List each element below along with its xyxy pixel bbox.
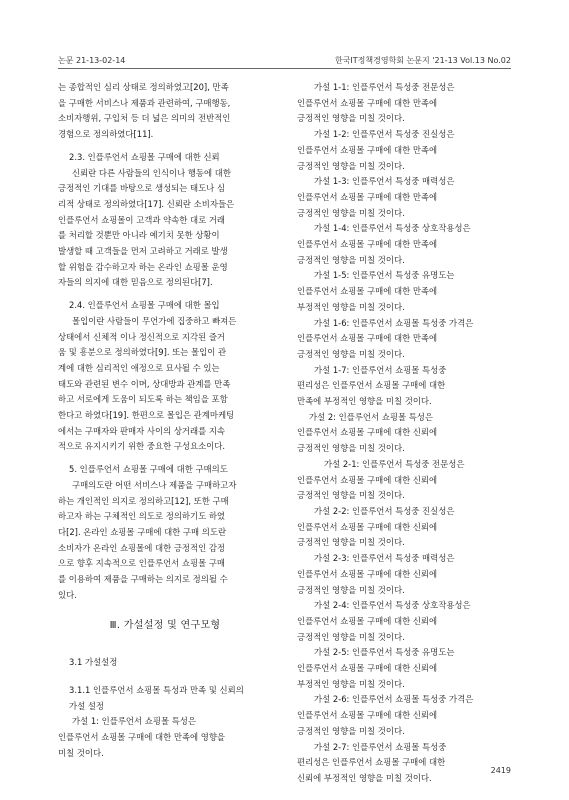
text-line: 긍정적인 영향을 미칠 것이다. bbox=[297, 443, 405, 454]
text-line: 다[2]. 온라인 쇼핑몰 구매에 대한 구매 의도란 bbox=[58, 526, 227, 537]
hypothesis-2-2 bbox=[297, 504, 511, 551]
hypothesis-title: 가설 1-7: 인플루언서 쇼핑몰 특성중 bbox=[314, 364, 447, 375]
hypothesis-1-3 bbox=[297, 174, 511, 221]
hypothesis-1-1 bbox=[297, 80, 511, 127]
right-column bbox=[297, 80, 511, 787]
text-line: 으로 향후 지속적으로 인플루언서 쇼핑몰 구매 bbox=[58, 558, 226, 569]
text-line: 인플루언서 쇼핑몰 구매에 대한 신뢰에 bbox=[297, 710, 438, 721]
text-line: 한다고 하였다[19]. 한편으로 몰입은 관계마케팅 bbox=[58, 410, 235, 421]
text-line: 하고자 하는 구체적인 의도로 정의하기도 하였 bbox=[58, 511, 226, 522]
hypothesis-2-1 bbox=[297, 457, 511, 504]
hypothesis-title: 가설 2-4: 인플루언서 특성중 상호작용성은 bbox=[314, 600, 471, 611]
section-heading-5: 5. 인플루언서 쇼핑몰 구매에 대한 구매의도 bbox=[69, 464, 228, 475]
text-line: 미칠 것이다. bbox=[58, 747, 104, 758]
text-line: 하고 서로에게 도움이 되도록 하는 책임을 포함 bbox=[58, 394, 228, 405]
hypothesis-1-5 bbox=[297, 268, 511, 315]
text-line: 몰입이란 사람들이 무언가에 집중하고 빠져든 bbox=[72, 315, 237, 326]
text-line: 인플루언서 쇼핑몰 구매에 대한 만족에 bbox=[297, 191, 438, 202]
section-heading-2-4: 2.4. 인플루언서 쇼핑몰 구매에 대한 몰입 bbox=[69, 300, 220, 311]
text-line: 소비자행위, 구입처 등 더 넓은 의미의 전반적인 bbox=[58, 113, 231, 124]
text-line: 리적 상태로 정의하였다[17]. 신뢰란 소비자들은 bbox=[58, 198, 235, 209]
text-line: 3.1.1 인플루언서 쇼핑몰 특성과 만족 및 신뢰의 bbox=[69, 684, 244, 695]
page-number: 2419 bbox=[490, 766, 511, 775]
text-line: 편리성은 인플루언서 쇼핑몰 구매에 대한 bbox=[297, 757, 446, 768]
text-line: 인플루언서 쇼핑몰 구매에 대한 신뢰에 bbox=[297, 568, 438, 579]
text-line: 자들의 의지에 대한 믿음으로 정의된다[7]. bbox=[58, 277, 213, 288]
text-line: 긍정적인 영향을 미칠 것이다. bbox=[297, 207, 405, 218]
hypothesis-1-7 bbox=[297, 363, 511, 410]
text-line: 할 위험을 감수하고자 하는 온라인 쇼핑몰 운영 bbox=[58, 261, 228, 272]
text-line: 을 구매한 서비스나 제품과 관련하여, 구매행동, bbox=[58, 97, 231, 108]
hypothesis-1-2 bbox=[297, 127, 511, 174]
text-line: 인플루언서 쇼핑몰 구매에 대한 만족에 bbox=[297, 239, 438, 250]
paragraph-2-4 bbox=[58, 314, 272, 455]
section-heading-3-1: 3.1 가설설정 bbox=[69, 657, 118, 668]
text-line: 인플루언서 쇼핑몰 구매에 대한 신뢰에 bbox=[297, 615, 438, 626]
intro-paragraph bbox=[58, 80, 272, 143]
hypothesis-title: 가설 2-7: 인플루언서 쇼핑몰 특성중 bbox=[314, 741, 447, 752]
hypothesis-title: 가설 2-2: 인플루언서 특성중 진실성은 bbox=[314, 505, 455, 516]
text-line: 에서는 구매자와 판매자 사이의 상거래를 지속 bbox=[58, 425, 226, 436]
text-line: 소비자가 온라인 쇼핑몰에 대한 긍정적인 감정 bbox=[58, 542, 226, 553]
text-line: 인플루언서 쇼핑몰 구매에 대한 신뢰에 bbox=[297, 521, 438, 532]
text-line: 가설 1: 인플루언서 쇼핑몰 특성은 bbox=[72, 716, 196, 727]
text-line: 계에 대한 심리적인 애정으로 묘사될 수 있는 bbox=[58, 362, 220, 373]
text-line: 구매의도란 어떤 서비스나 제품을 구매하고자 bbox=[72, 479, 237, 490]
hypothesis-2-5 bbox=[297, 645, 511, 692]
text-line: 를 이용하여 제품을 구매하는 의지로 정의될 수 bbox=[58, 574, 228, 585]
text-line: 태도와 관련된 변수 이며, 상대방과 관계를 만족 bbox=[58, 378, 231, 389]
text-line: 인플루언서 쇼핑몰 구매에 대한 만족에 bbox=[297, 97, 438, 108]
text-line: 긍정적인 기대를 바탕으로 생성되는 태도나 심 bbox=[58, 183, 226, 194]
running-header-left: 논문 21-13-02-14 bbox=[58, 56, 126, 65]
text-line: 긍정적인 영향을 미칠 것이다. bbox=[297, 160, 405, 171]
text-line: 편리성은 인플루언서 쇼핑몰 구매에 대한 bbox=[297, 380, 446, 391]
text-line: 있다. bbox=[58, 589, 77, 600]
left-column bbox=[58, 80, 272, 761]
text-line: 인플루언서 쇼핑몰 구매에 대한 신뢰에 bbox=[297, 427, 438, 438]
text-line: 만족에 부정적인 영향을 미칠 것이다. bbox=[297, 396, 432, 407]
hypothesis-title: 가설 1-2: 인플루언서 특성중 진실성은 bbox=[314, 129, 455, 140]
text-line: 인플루언서 쇼핑몰 구매에 대한 만족에 bbox=[297, 286, 438, 297]
hypothesis-title: 가설 2: 인플루언서 쇼핑몰 특성은 bbox=[309, 411, 433, 422]
text-line: 부정적인 영향을 미칠 것이다. bbox=[297, 301, 405, 312]
text-line: 인플루언서 쇼핑몰 구매에 대한 만족에 bbox=[297, 333, 438, 344]
text-line: 는 종합적인 심리 상태로 정의하였고[20], 만족 bbox=[58, 82, 229, 92]
text-line: 긍정적인 영향을 미칠 것이다. bbox=[297, 631, 405, 642]
text-line: 적으로 유지시키기 위한 중요한 구성요소이다. bbox=[58, 441, 226, 452]
text-line: 상태에서 신체적 이나 정신적으로 지각된 즐거 bbox=[58, 331, 226, 342]
hypothesis-title: 가설 2-5: 인플루언서 특성중 유명도는 bbox=[314, 647, 455, 658]
text-line: 긍정적인 영향을 미칠 것이다. bbox=[297, 348, 405, 359]
hypothesis-title: 가설 1-4: 인플루언서 특성중 상호작용성은 bbox=[314, 223, 471, 234]
text-line: 긍정적인 영향을 미칠 것이다. bbox=[297, 254, 405, 265]
text-line: 인플루언서 쇼핑몰 구매에 대한 만족에 bbox=[297, 144, 438, 155]
hypothesis-title: 가설 1-6: 인플루언서 쇼핑몰 특성중 가격은 bbox=[314, 317, 474, 328]
text-line: 를 처리할 것뿐만 아니라 예기치 못한 상황이 bbox=[58, 230, 220, 241]
text-line: 하는 개인적인 의지로 정의하고[12], 또한 구매 bbox=[58, 495, 229, 506]
hypothesis-title: 가설 1-1: 인플루언서 특성중 전문성은 bbox=[314, 82, 455, 92]
text-line: 긍정적인 영향을 미칠 것이다. bbox=[297, 725, 405, 736]
text-line: 인플루언서 쇼핑몰 구매에 대한 만족에 영향을 bbox=[58, 732, 226, 743]
text-line: 경험으로 정의하였다[11]. bbox=[58, 129, 154, 140]
text-line: 인플루언서 쇼핑몰이 고객과 약속한 대로 거래 bbox=[58, 214, 226, 225]
hypothesis-title: 가설 2-1: 인플루언서 특성중 전문성은 bbox=[324, 458, 465, 469]
text-line: 가설 설정 bbox=[69, 700, 105, 711]
text-line: 신뢰에 부정적인 영향을 미칠 것이다. bbox=[297, 772, 432, 783]
hypothesis-2-6 bbox=[297, 692, 511, 739]
hypothesis-2-3 bbox=[297, 551, 511, 598]
hypothesis-title: 가설 2-6: 인플루언서 쇼핑몰 특성중 가격은 bbox=[314, 694, 474, 705]
section-heading-3-1-1 bbox=[58, 683, 272, 714]
paragraph-2-3 bbox=[58, 166, 272, 292]
text-line: 인플루언서 쇼핑몰 구매에 대한 신뢰에 bbox=[297, 663, 438, 674]
text-line: 인플루언서 쇼핑몰 구매에 대한 신뢰에 bbox=[297, 474, 438, 485]
hypothesis-1-4 bbox=[297, 221, 511, 268]
text-line: 긍정적인 영향을 미칠 것이다. bbox=[297, 537, 405, 548]
text-line: 부정적인 영향을 미칠 것이다. bbox=[297, 678, 405, 689]
header-rule bbox=[58, 68, 511, 69]
hypothesis-title: 가설 1-3: 인플루언서 특성중 매력성은 bbox=[314, 176, 455, 187]
text-line: 발생할 때 고객들을 먼저 고려하고 거래로 발생 bbox=[58, 246, 228, 257]
text-line: 긍정적인 영향을 미칠 것이다. bbox=[297, 490, 405, 501]
hypothesis-1 bbox=[58, 714, 272, 761]
running-header-right: 한국IT정책경영학회 논문지 '21-13 Vol.13 No.02 bbox=[334, 56, 511, 65]
hypothesis-title: 가설 1-5: 인플루언서 특성중 유명도는 bbox=[314, 270, 455, 281]
text-line: 신뢰란 다른 사람들의 인식이나 행동에 대한 bbox=[72, 167, 231, 178]
text-line: 긍정적인 영향을 미칠 것이다. bbox=[297, 584, 405, 595]
hypothesis-1-6 bbox=[297, 316, 511, 363]
paragraph-5 bbox=[58, 478, 272, 604]
text-line: 긍정적인 영향을 미칠 것이다. bbox=[297, 113, 405, 124]
hypothesis-title: 가설 2-3: 인플루언서 특성중 매력성은 bbox=[314, 553, 455, 564]
hypothesis-2-7 bbox=[297, 740, 511, 787]
text-line: 움 및 흥분으로 정의하였다[9]. 또는 몰입이 관 bbox=[58, 347, 227, 358]
section-title-3: Ⅲ. 가설설정 및 연구모형 bbox=[109, 619, 221, 631]
section-heading-2-3: 2.3. 인플루언서 쇼핑몰 구매에 대한 신뢰 bbox=[69, 151, 220, 162]
hypothesis-2 bbox=[297, 410, 511, 457]
hypothesis-2-4 bbox=[297, 598, 511, 645]
